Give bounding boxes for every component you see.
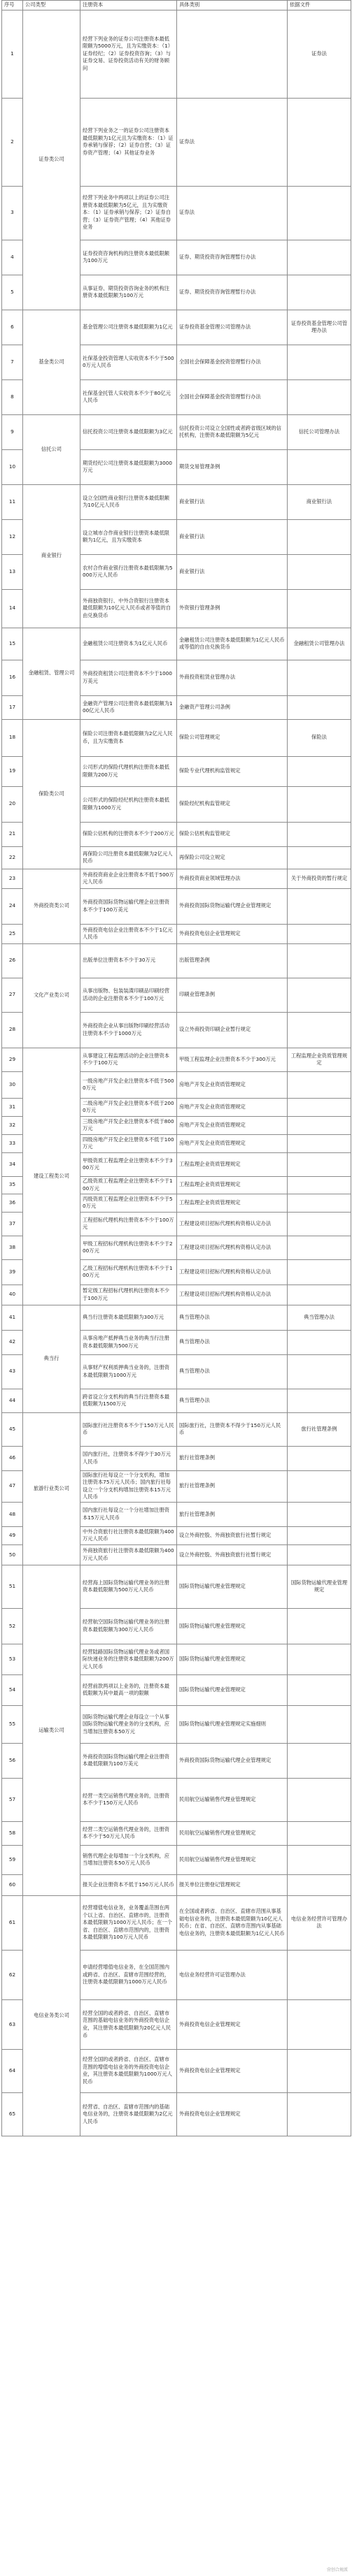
category-cell: 工程监理企业资质管理规定	[177, 1194, 288, 1212]
basis-document-cell: 工程监理企业资质管理规定	[288, 1048, 351, 1071]
registered-capital-cell: 国际旅行社每设立一个分支机构，增加注册资本75万元人民币；国内旅行社每设立一个分支机构增加注册资本15万元人民币	[80, 1470, 177, 1502]
registered-capital-cell: 保险公估机构的注册资本不少于200万元	[80, 822, 177, 846]
registered-capital-cell: 经营下列业务之一的证券公司注册资本最低限额为1亿元且为实缴资本：（1）证券承销与保荐；（2）证券自营；（3）证券资产管理；（4）其他证券业务	[80, 98, 177, 186]
row-number: 23	[2, 869, 23, 888]
table-row	[2, 414, 351, 449]
category-cell: 全国社会保障基金投资管理暂行办法	[177, 379, 288, 414]
header-no: 序号	[2, 1, 23, 10]
registered-capital-cell: 外商投资企业从事出版物印刷经营活动注册资本不少于1000万元	[80, 1012, 177, 1048]
registered-capital-cell: 从事房地产抵押典当业务的典当行注册资本最低限额为500万元	[80, 1330, 177, 1354]
category-cell: 保险公估机构监管规定	[177, 822, 288, 846]
row-number: 30	[2, 1071, 23, 1098]
row-number: 38	[2, 1236, 23, 1259]
registered-capital-cell: 信托投资公司注册资本最低限额为3亿元	[80, 414, 177, 449]
registered-capital-cell: 经营下列业务中两项以上的证券公司注册资本最低限额为5亿元，且为实缴资本：（1）证券承销与保荐；（2）证券自营；（3）证券资产管理；（4）其他证券业务	[80, 186, 177, 240]
basis-document-cell	[288, 1845, 351, 1874]
row-number: 54	[2, 1674, 23, 1705]
registered-capital-cell: 从事证券、期货投资咨询业务的机构注册资本最低限额为100万元	[80, 275, 177, 310]
basis-document-cell	[288, 1285, 351, 1305]
row-number: 32	[2, 1116, 23, 1134]
basis-document-cell	[288, 1526, 351, 1544]
registered-capital-cell: 二级房地产开发企业注册资本不低于2000万元	[80, 1098, 177, 1116]
registered-capital-cell: 保险公司注册资本最低限额为2亿元人民币，且为实缴资本	[80, 719, 177, 756]
row-number: 14	[2, 589, 23, 628]
row-number: 9	[2, 414, 23, 449]
row-number: 5	[2, 275, 23, 310]
category-cell: 再保险公司设立规定	[177, 846, 288, 869]
category-cell: 国际旅行社，注册资本不得少于150万元人民币	[177, 1412, 288, 1446]
basis-document-cell	[288, 1012, 351, 1048]
row-number: 45	[2, 1412, 23, 1446]
row-number: 39	[2, 1259, 23, 1285]
header-category: 具体类别	[177, 1, 288, 10]
basis-document-cell: 国际货物运输代理业管理规定	[288, 1565, 351, 1608]
category-cell: 金融租赁公司注册资本最低限额为1亿元人民币或等值的自由兑换货币	[177, 628, 288, 660]
row-number: 1	[2, 10, 23, 98]
row-number: 15	[2, 628, 23, 660]
basis-document-cell	[288, 1674, 351, 1705]
category-cell: 外商投资电信企业管理规定	[177, 924, 288, 943]
row-number: 20	[2, 786, 23, 822]
basis-document-cell	[288, 1778, 351, 1821]
category-cell: 电信业务经营许可证管理办法	[177, 1950, 288, 1999]
category-cell: 民用航空运输销售代理业管理规定	[177, 1778, 288, 1821]
category-cell: 国际货物运输代理业管理规定	[177, 1644, 288, 1674]
registered-capital-cell: 社保基金托管人实收资本不少于80亿元人民币	[80, 379, 177, 414]
basis-document-cell	[288, 98, 351, 186]
table-row	[2, 484, 351, 519]
basis-document-cell	[288, 1134, 351, 1152]
category-cell: 国际货物运输代理业管理规定	[177, 1674, 288, 1705]
basis-document-cell	[288, 1330, 351, 1354]
company-type-cell: 信托公司	[23, 414, 80, 484]
row-number: 49	[2, 1526, 23, 1544]
basis-document-cell	[288, 1644, 351, 1674]
registered-capital-cell: 典当行注册资本最低限额为300万元	[80, 1305, 177, 1330]
registered-capital-cell: 经营增值电信业务，业务覆盖范围在两个以上省、自治区、直辖市的，注册资本最低限额为1000万元人民币；在一个省、自治区、直辖市范围内的，注册资本最低限额为100万元人民币	[80, 1895, 177, 1950]
row-number: 51	[2, 1565, 23, 1608]
row-number: 6	[2, 310, 23, 345]
row-number: 65	[2, 2092, 23, 2136]
row-number: 13	[2, 554, 23, 589]
row-number: 62	[2, 1950, 23, 1999]
basis-document-cell	[288, 1950, 351, 1999]
row-number: 27	[2, 978, 23, 1012]
row-number: 41	[2, 1305, 23, 1330]
row-number: 25	[2, 924, 23, 943]
header-basis-document: 依据文件	[288, 1, 351, 10]
category-cell: 旅行社管理条例	[177, 1502, 288, 1526]
registered-capital-cell: 外商投资国际货物运输代理企业注册资本不少于100万美元	[80, 888, 177, 924]
registered-capital-cell: 经营航空国际货物运输代理业务的注册资本最低限额为300万元人民币	[80, 1608, 177, 1644]
registered-capital-cell: 经营二类空运销售代理业务的，注册资本不少于50万元人民币	[80, 1821, 177, 1845]
basis-document-cell	[288, 1354, 351, 1389]
category-cell: 民用航空运输销售代理业管理规定	[177, 1821, 288, 1845]
row-number: 17	[2, 695, 23, 719]
company-type-cell: 基金类公司	[23, 310, 80, 414]
basis-document-cell	[288, 786, 351, 822]
category-cell: 典当管理办法	[177, 1354, 288, 1389]
company-type-cell: 建设工程类公司	[23, 1048, 80, 1305]
registered-capital-cell: 金融租赁公司注册资本为1亿元人民币	[80, 628, 177, 660]
category-cell: 外商投资国际货物运输代理企业管理规定	[177, 1743, 288, 1778]
category-cell: 出版管理条例	[177, 943, 288, 978]
basis-document-cell	[288, 589, 351, 628]
row-number: 33	[2, 1134, 23, 1152]
category-cell: 保险专业代理机构监管规定	[177, 756, 288, 786]
table-row	[2, 1048, 351, 1071]
row-number: 26	[2, 943, 23, 978]
registered-capital-cell: 设立全国性商业银行注册资本最低限额为10亿元人民币	[80, 484, 177, 519]
category-cell: 房地产开发企业资质管理规定	[177, 1071, 288, 1098]
company-type-cell: 证券类公司	[23, 10, 80, 310]
basis-document-cell	[288, 943, 351, 978]
category-cell: 报关单位注册登记管理规定	[177, 1874, 288, 1895]
row-number: 43	[2, 1354, 23, 1389]
registered-capital-cell: 从事出版物、包装装潢印刷品印刷经营活动的企业注册资本不少于100万元	[80, 978, 177, 1012]
registered-capital-cell: 经营海上国际货物运输代理业务的注册资本最低限额为500万元人民币	[80, 1565, 177, 1608]
row-number: 11	[2, 484, 23, 519]
category-cell: 证券法	[177, 98, 288, 186]
basis-document-cell	[288, 846, 351, 869]
category-cell: 外商投资电信企业管理规定	[177, 2092, 288, 2136]
category-cell: 房地产开发企业资质管理规定	[177, 1134, 288, 1152]
category-cell: 房地产开发企业资质管理规定	[177, 1098, 288, 1116]
basis-document-cell	[288, 1705, 351, 1743]
table-header-row	[2, 1, 351, 10]
category-cell: 印刷业管理条例	[177, 978, 288, 1012]
category-cell: 证券投资基金管理公司管理办法	[177, 310, 288, 345]
category-cell: 民用航空运输销售代理业管理规定	[177, 1845, 288, 1874]
category-cell: 典当管理办法	[177, 1389, 288, 1412]
row-number: 18	[2, 719, 23, 756]
basis-document-cell	[288, 1874, 351, 1895]
company-type-cell: 商业银行	[23, 484, 80, 628]
row-number: 60	[2, 1874, 23, 1895]
basis-document-cell	[288, 345, 351, 379]
basis-document-cell: 证券法	[288, 10, 351, 98]
category-cell: 在全国或者跨省、自治区、直辖市范围从事基础电信业务的，注册资本最低限额为10亿元人民币；在省、自治区、直辖市范围内从事基础电信业务的，注册资本最低限额为1亿元人民币	[177, 1895, 288, 1950]
basis-document-cell	[288, 1544, 351, 1565]
registered-capital-cell: 经营前款两项以上业务的，注册资本最低限额为其中最高一项的限额	[80, 1674, 177, 1705]
registered-capital-cell: 农村合作商业银行注册资本最低限额为5000万元人民币	[80, 554, 177, 589]
row-number: 28	[2, 1012, 23, 1048]
basis-document-cell	[288, 1999, 351, 2049]
basis-document-cell	[288, 554, 351, 589]
row-number: 44	[2, 1389, 23, 1412]
registered-capital-cell: 甲级工程招标代理机构注册资本不少于200万元	[80, 1236, 177, 1259]
basis-document-cell	[288, 449, 351, 484]
row-number: 19	[2, 756, 23, 786]
row-number: 35	[2, 1176, 23, 1194]
header-registered-capital: 注册资本	[80, 1, 177, 10]
category-cell: 外资银行管理条例	[177, 589, 288, 628]
category-cell: 保险经纪机构监管规定	[177, 786, 288, 822]
category-cell: 外商投资电信企业管理规定	[177, 1999, 288, 2049]
row-number: 55	[2, 1705, 23, 1743]
table-row	[2, 310, 351, 345]
capital-requirements-table	[1, 0, 351, 2136]
registered-capital-cell: 国内旅行社，注册资本不得少于30万元人民币	[80, 1446, 177, 1470]
row-number: 63	[2, 1999, 23, 2049]
category-cell: 典当管理办法	[177, 1330, 288, 1354]
table-row	[2, 1565, 351, 1608]
row-number: 59	[2, 1845, 23, 1874]
registered-capital-cell: 丙级资质工程监理企业注册资本不少于50万元	[80, 1194, 177, 1212]
registered-capital-cell: 从事财产权利质押典当业务的，注册资本最低限额为1000万元	[80, 1354, 177, 1389]
category-cell: 证券法	[177, 186, 288, 240]
basis-document-cell	[288, 1389, 351, 1412]
basis-document-cell	[288, 186, 351, 240]
company-type-cell: 外商投资类公司	[23, 869, 80, 943]
registered-capital-cell: 乙级工程招标代理机构注册资本不少于100万元	[80, 1259, 177, 1285]
basis-document-cell: 关于外商投资的暂行规定	[288, 869, 351, 888]
basis-document-cell	[288, 275, 351, 310]
category-cell: 工程建设项目招标代理机构资格认定办法	[177, 1212, 288, 1236]
registered-capital-cell: 销售代理企业每增加一个分支机构，应当增加注册资本50万元人民币	[80, 1845, 177, 1874]
registered-capital-cell: 国际货物运输代理企业每设立一个从事国际货物运输代理业务的分支机构，应当增加注册资本50万元	[80, 1705, 177, 1743]
registered-capital-cell: 设立城市合作商业银行注册资本最低限额为1亿元，且为实缴资本	[80, 519, 177, 554]
row-number: 16	[2, 660, 23, 695]
basis-document-cell	[288, 888, 351, 924]
basis-document-cell	[288, 660, 351, 695]
basis-document-cell	[288, 924, 351, 943]
registered-capital-cell: 出版单位注册资本不少于30万元	[80, 943, 177, 978]
row-number: 3	[2, 186, 23, 240]
row-number: 56	[2, 1743, 23, 1778]
category-cell: 外商投资国际货物运输代理企业管理规定	[177, 888, 288, 924]
company-type-cell: 旅游行业类公司	[23, 1412, 80, 1565]
table-row	[2, 719, 351, 756]
row-number: 50	[2, 1544, 23, 1565]
registered-capital-cell: 公司形式的保险经纪机构注册资本最低限额为1000万元	[80, 786, 177, 822]
basis-document-cell: 商业银行法	[288, 484, 351, 519]
row-number: 2	[2, 98, 23, 186]
category-cell: 工程监理企业资质管理规定	[177, 1176, 288, 1194]
basis-document-cell: 旅行社管理条例	[288, 1412, 351, 1446]
registered-capital-cell: 经营全国的或者跨省、自治区、直辖市范围的基础电信业务的外商投资电信企业，其注册资本最低限额为20亿元人民币	[80, 1999, 177, 2049]
row-number: 57	[2, 1778, 23, 1821]
registered-capital-cell: 经营省、自治区、直辖市范围内的基础电信业务的，注册资本最低限额为2亿元人民币	[80, 2092, 177, 2136]
basis-document-cell	[288, 695, 351, 719]
registered-capital-cell: 中外合资旅行社注册资本最低限额为400万元人民币	[80, 1526, 177, 1544]
basis-document-cell	[288, 1446, 351, 1470]
registered-capital-cell: 国际旅行社注册资本不少于150万元人民币	[80, 1412, 177, 1446]
registered-capital-cell: 外商独资旅行社注册资本最低限额为400万元人民币	[80, 1544, 177, 1565]
basis-document-cell	[288, 1502, 351, 1526]
category-cell: 工程建设项目招标代理机构资格认定办法	[177, 1236, 288, 1259]
row-number: 4	[2, 240, 23, 275]
basis-document-cell	[288, 1821, 351, 1845]
basis-document-cell	[288, 2049, 351, 2092]
basis-document-cell	[288, 1152, 351, 1176]
basis-document-cell	[288, 1212, 351, 1236]
registered-capital-cell: 公司形式的保险代理机构注册资本最低限额为200万元	[80, 756, 177, 786]
basis-document-cell	[288, 1470, 351, 1502]
company-type-cell: 运输类公司	[23, 1565, 80, 1895]
basis-document-cell	[288, 1176, 351, 1194]
category-cell: 典当管理办法	[177, 1305, 288, 1330]
category-cell: 工程建设项目招标代理机构资格认定办法	[177, 1285, 288, 1305]
registered-capital-cell: 外商投资商业企业注册资本不低于500万元人民币	[80, 869, 177, 888]
company-type-cell: 保险类公司	[23, 719, 80, 869]
registered-capital-cell: 经营陆路国际货物运输代理业务或者国际快递业务的注册资本最低限额为200万元人民币	[80, 1644, 177, 1674]
company-type-cell: 金融租赁、管理公司	[23, 628, 80, 719]
company-type-cell: 文化产业类公司	[23, 943, 80, 1048]
registered-capital-cell: 社保基金投资管理人实收资本不少于5000万元人民币	[80, 345, 177, 379]
row-number: 53	[2, 1644, 23, 1674]
table-row	[2, 628, 351, 660]
registered-capital-cell: 四级房地产开发企业注册资本不低于100万元	[80, 1134, 177, 1152]
table-row	[2, 943, 351, 978]
registered-capital-cell: 跨省设立分支机构的典当行注册资本最低限额为1500万元	[80, 1389, 177, 1412]
registered-capital-cell: 基金管理公司注册资本最低限额为1亿元	[80, 310, 177, 345]
row-number: 42	[2, 1330, 23, 1354]
registered-capital-cell: 经营一类空运销售代理业务的，注册资本不少于150万元人民币	[80, 1778, 177, 1821]
header-company-type: 公司类型	[23, 1, 80, 10]
row-number: 8	[2, 379, 23, 414]
category-cell: 信托投资公司设立全国性或者跨省级区域的信托机构，注册资本最低限额为5亿元	[177, 414, 288, 449]
category-cell: 设立外商控股、外商独资旅行社暂行规定	[177, 1526, 288, 1544]
category-cell: 证券、期货投资咨询管理暂行办法	[177, 275, 288, 310]
registered-capital-cell: 报关企业注册资本不低于150万元人民币	[80, 1874, 177, 1895]
registered-capital-cell: 外商投资租赁公司注册资本不少于1000万美元	[80, 660, 177, 695]
registered-capital-cell: 国内旅行社每设立一个分社增加注册资本15万元人民币	[80, 1502, 177, 1526]
category-cell: 旅行社管理条例	[177, 1446, 288, 1470]
registered-capital-cell: 期货经纪公司注册资本最低限额为3000万元	[80, 449, 177, 484]
registered-capital-cell: 外商独资银行、中外合资银行注册资本最低限额为10亿元人民币或者等值的自由兑换货币	[80, 589, 177, 628]
category-cell: 工程监理企业资质管理规定	[177, 1152, 288, 1176]
category-cell: 房地产开发企业资质管理规定	[177, 1116, 288, 1134]
table-row	[2, 10, 351, 98]
row-number: 34	[2, 1152, 23, 1176]
row-number: 64	[2, 2049, 23, 2092]
row-number: 48	[2, 1502, 23, 1526]
registered-capital-cell: 外商投资电信企业注册资本不少于1亿元人民币	[80, 924, 177, 943]
category-cell: 工程建设项目招标代理机构资格认定办法	[177, 1259, 288, 1285]
row-number: 37	[2, 1212, 23, 1236]
category-cell: 金融资产管理公司条例	[177, 695, 288, 719]
category-cell: 商业银行法	[177, 484, 288, 519]
row-number: 12	[2, 519, 23, 554]
table-row	[2, 1895, 351, 1950]
registered-capital-cell: 外商投资国际货物运输代理企业注册资本最低限额为100万美元	[80, 1743, 177, 1778]
category-cell: 外商投资商业领域管理办法	[177, 869, 288, 888]
row-number: 10	[2, 449, 23, 484]
row-number: 47	[2, 1470, 23, 1502]
basis-document-cell	[288, 1116, 351, 1134]
row-number: 61	[2, 1895, 23, 1950]
category-cell: 外商投资租赁业管理办法	[177, 660, 288, 695]
category-cell: 商业银行法	[177, 519, 288, 554]
category-cell: 证券、期货投资咨询管理暂行办法	[177, 240, 288, 275]
category-cell: 商业银行法	[177, 554, 288, 589]
row-number: 24	[2, 888, 23, 924]
registered-capital-cell: 工程招标代理机构注册资本不少于100万元	[80, 1212, 177, 1236]
basis-document-cell	[288, 1098, 351, 1116]
category-cell: 保险公司管理规定	[177, 719, 288, 756]
table-row	[2, 1412, 351, 1446]
row-number: 29	[2, 1048, 23, 1071]
basis-document-cell	[288, 756, 351, 786]
category-cell: 设立外商投资印刷企业暂行规定	[177, 1012, 288, 1048]
basis-document-cell	[288, 379, 351, 414]
category-cell: 期货交易管理条例	[177, 449, 288, 484]
registered-capital-cell: 甲级资质工程监理企业注册资本不少于300万元	[80, 1152, 177, 1176]
row-number: 21	[2, 822, 23, 846]
registered-capital-cell: 再保险公司注册资本最低限额为2亿元人民币	[80, 846, 177, 869]
basis-document-cell	[288, 1608, 351, 1644]
category-cell	[177, 10, 288, 98]
watermark: 营创合规派	[326, 2568, 348, 2573]
row-number: 40	[2, 1285, 23, 1305]
company-type-cell: 典当行	[23, 1305, 80, 1412]
basis-document-cell: 典当管理办法	[288, 1305, 351, 1330]
registered-capital-cell: 经营全国的或者跨省、自治区、直辖市范围的增值电信业务的外商投资电信企业，其注册资本最低限额为1000万元人民币	[80, 2049, 177, 2092]
row-number: 58	[2, 1821, 23, 1845]
row-number: 7	[2, 345, 23, 379]
registered-capital-cell: 从事建设工程监理活动的企业注册资本不少于100万元	[80, 1048, 177, 1071]
basis-document-cell	[288, 1071, 351, 1098]
basis-document-cell: 电信业务经营许可管理办法	[288, 1895, 351, 1950]
basis-document-cell	[288, 1194, 351, 1212]
registered-capital-cell: 金融资产管理公司注册资本最低限额为100亿元人民币	[80, 695, 177, 719]
category-cell: 国际货物运输代理业管理规定	[177, 1608, 288, 1644]
basis-document-cell	[288, 519, 351, 554]
basis-document-cell: 金融租赁公司管理办法	[288, 628, 351, 660]
category-cell: 国际货物运输代理业管理规定实施细则	[177, 1705, 288, 1743]
registered-capital-cell: 暂定级工程招标代理机构注册资本不少于100万元	[80, 1285, 177, 1305]
table-row	[2, 869, 351, 888]
basis-document-cell	[288, 978, 351, 1012]
category-cell: 甲级工程监理企业注册资本不少于300万元	[177, 1048, 288, 1071]
registered-capital-cell: 一级房地产开发企业注册资本不低于5000万元	[80, 1071, 177, 1098]
category-cell: 全国社会保障基金投资管理暂行办法	[177, 345, 288, 379]
table-row	[2, 1305, 351, 1330]
basis-document-cell	[288, 1743, 351, 1778]
basis-document-cell: 保险法	[288, 719, 351, 756]
category-cell: 设立外商控股、外商独资旅行社暂行规定	[177, 1544, 288, 1565]
basis-document-cell: 信托公司管理办法	[288, 414, 351, 449]
company-type-cell: 电信业务类公司	[23, 1895, 80, 2136]
basis-document-cell	[288, 2092, 351, 2136]
category-cell: 旅行社管理条例	[177, 1470, 288, 1502]
row-number: 22	[2, 846, 23, 869]
basis-document-cell	[288, 1236, 351, 1259]
registered-capital-cell: 证券投资咨询机构的注册资本最低限额为100万元	[80, 240, 177, 275]
registered-capital-cell: 申请经营增值电信业务，在全国范围内或跨省、自治区、直辖市范围经营的，注册资本最低限额为1000万元人民币	[80, 1950, 177, 1999]
category-cell: 国际货物运输代理业管理规定	[177, 1565, 288, 1608]
category-cell: 外商投资电信企业管理规定	[177, 2049, 288, 2092]
row-number: 31	[2, 1098, 23, 1116]
basis-document-cell: 证券投资基金管理公司管理办法	[288, 310, 351, 345]
registered-capital-cell: 乙级资质工程监理企业注册资本不少于100万元	[80, 1176, 177, 1194]
row-number: 46	[2, 1446, 23, 1470]
registered-capital-cell: 三级房地产开发企业注册资本不低于800万元	[80, 1116, 177, 1134]
row-number: 36	[2, 1194, 23, 1212]
basis-document-cell	[288, 822, 351, 846]
basis-document-cell	[288, 240, 351, 275]
registered-capital-cell: 经营下列业务的证券公司注册资本最低限额为5000万元，且为实缴资本：（1）证券经纪；（2）证券投资咨询；（3）与证券交易、证券投资活动有关的财务顾问	[80, 10, 177, 98]
row-number: 52	[2, 1608, 23, 1644]
basis-document-cell	[288, 1259, 351, 1285]
